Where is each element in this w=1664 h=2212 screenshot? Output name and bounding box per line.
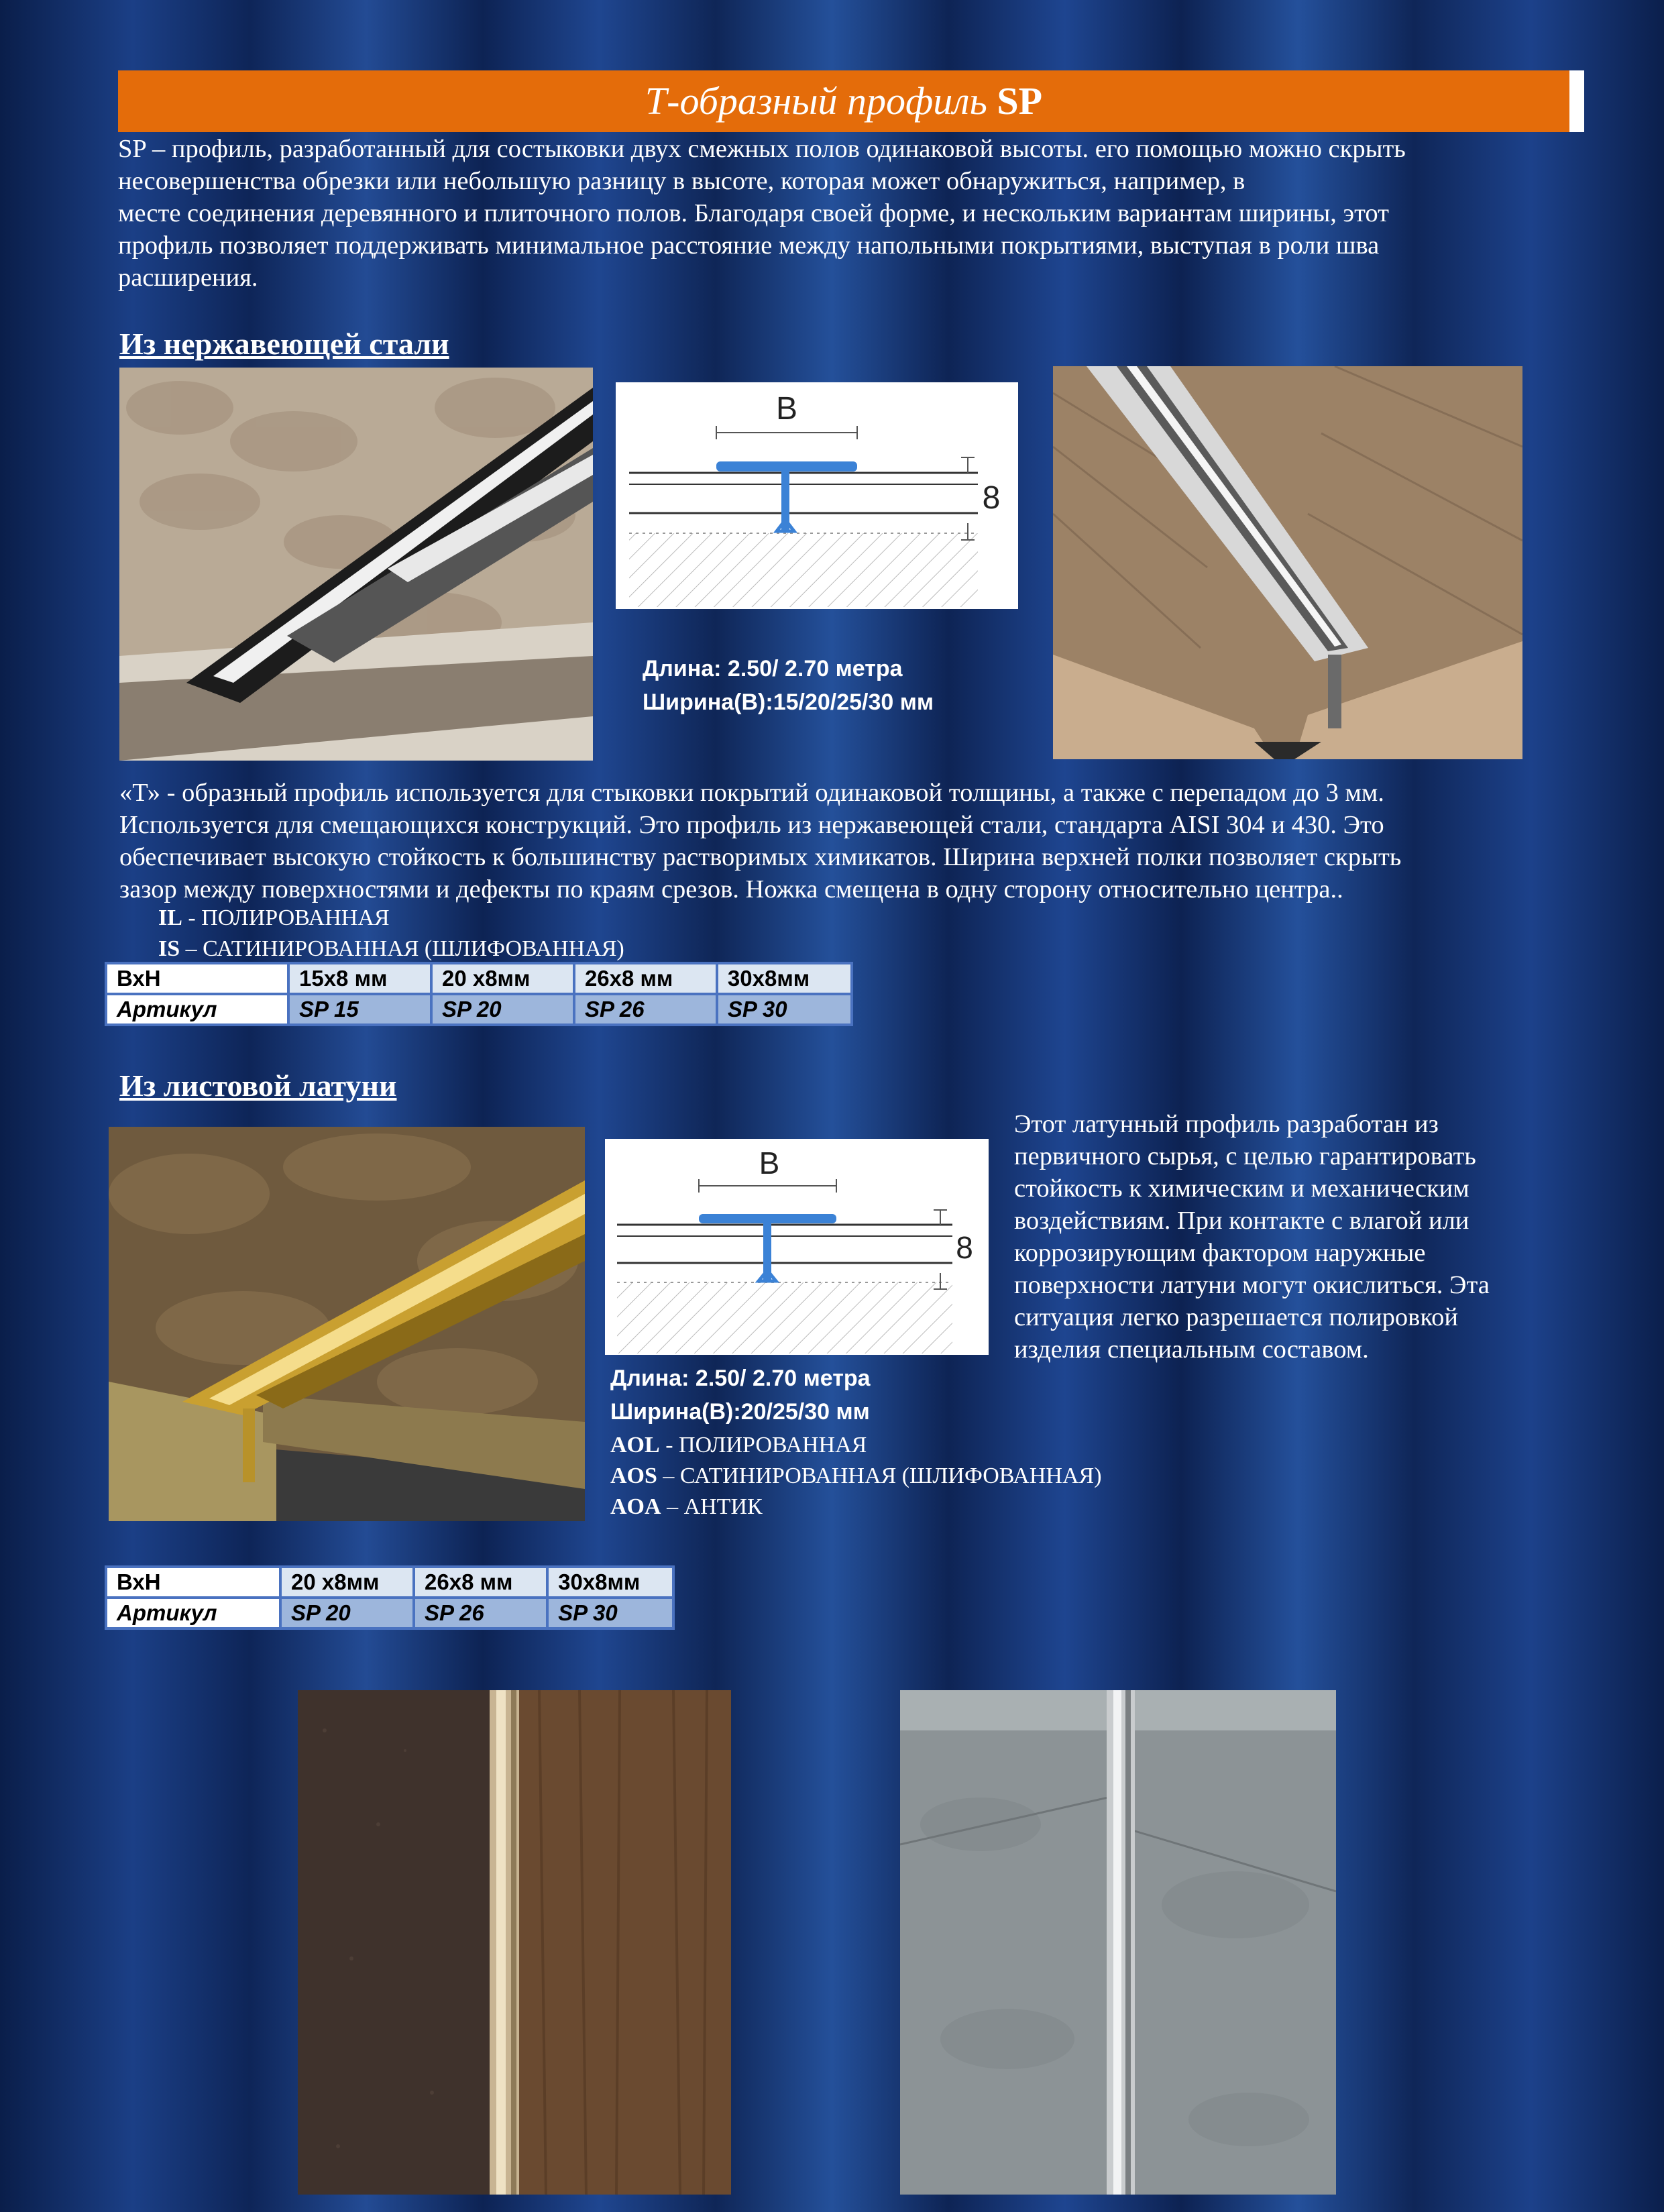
brass-description bbox=[1014, 1108, 1551, 1366]
finish-code-aos: AOS – САТИНИРОВАННАЯ (ШЛИФОВАННАЯ) bbox=[610, 1463, 1102, 1488]
table-cell-article: SP 30 bbox=[547, 1598, 673, 1628]
brass-specs bbox=[610, 1362, 871, 1429]
steel-diagram-height-label: 8 bbox=[982, 480, 1001, 516]
intro-line: SP – профиль, разработанный для состыковки двух смежных полов одинаковой высоты. его помощью можно скрыть bbox=[118, 135, 1406, 163]
table-cell-size: 20 х8мм bbox=[431, 963, 574, 994]
brass-section-heading: Из листовой латуни bbox=[119, 1068, 397, 1103]
brass-diagram-height-label: 8 bbox=[956, 1230, 973, 1265]
steel-description-line: обеспечивает высокую стойкость к большинству растворимых химикатов. Ширина верхней полки позволяет скрыть bbox=[119, 843, 1402, 871]
finish-code-aoa: AOA – АНТИК bbox=[610, 1494, 763, 1519]
page-title: Т-образный профиль SP bbox=[118, 70, 1569, 132]
intro-line: месте соединения деревянного и плиточного полов. Благодаря своей форме, и нескольким вариантам ширины, этот bbox=[118, 199, 1389, 227]
table-cell-size: 30х8мм bbox=[717, 963, 852, 994]
installed-steel-floor-photo bbox=[900, 1690, 1336, 2195]
table-cell-article: SP 20 bbox=[280, 1598, 414, 1628]
table-cell-article: SP 26 bbox=[414, 1598, 547, 1628]
brass-finish-codes bbox=[610, 1430, 1102, 1523]
intro-line: расширения. bbox=[118, 264, 258, 292]
brass-description-line: Этот латунный профиль разработан из bbox=[1014, 1110, 1439, 1138]
table-row-label: Артикул bbox=[106, 1598, 280, 1628]
steel-size-table bbox=[105, 962, 853, 1026]
brass-description-line: воздействиям. При контакте с влагой или bbox=[1014, 1207, 1469, 1235]
steel-specs bbox=[643, 652, 934, 719]
brass-description-line: стойкость к химическим и механическим bbox=[1014, 1174, 1469, 1203]
steel-profile-photo bbox=[119, 368, 593, 761]
steel-description-line: зазор между поверхностями и дефекты по краям срезов. Ножка смещена в одну сторону относительно центра.. bbox=[119, 875, 1343, 903]
steel-length: Длина: 2.50/ 2.70 метра bbox=[643, 656, 903, 681]
steel-description-line: Используется для смещающихся конструкций. Это профиль из нержавеющей стали, стандарта AISI 304 и 430. Это bbox=[119, 811, 1384, 839]
table-cell-article: SP 26 bbox=[574, 994, 717, 1025]
installed-brass-floor-photo bbox=[298, 1690, 731, 2195]
brass-description-line: поверхности латуни могут окислиться. Эта bbox=[1014, 1271, 1490, 1299]
brass-width: Ширина(B):20/25/30 мм bbox=[610, 1399, 870, 1425]
intro-paragraph bbox=[118, 133, 1560, 294]
steel-description bbox=[119, 777, 1561, 905]
steel-installed-photo bbox=[1053, 366, 1522, 759]
finish-code-is: IS – САТИНИРОВАННАЯ (ШЛИФОВАННАЯ) bbox=[158, 936, 624, 961]
table-cell-article: SP 20 bbox=[431, 994, 574, 1025]
brass-profile-diagram bbox=[605, 1139, 989, 1355]
table-cell-size: 26х8 мм bbox=[414, 1567, 547, 1598]
table-cell-article: SP 30 bbox=[717, 994, 852, 1025]
table-cell-article: SP 15 bbox=[288, 994, 431, 1025]
steel-description-line: «Т» - образный профиль используется для стыковки покрытий одинаковой толщины, а также с перепадом до 3 мм. bbox=[119, 779, 1384, 807]
finish-code-il: IL - ПОЛИРОВАННАЯ bbox=[158, 905, 390, 930]
steel-section-heading: Из нержавеющей стали bbox=[119, 327, 449, 361]
finish-code-aol: AOL - ПОЛИРОВАННАЯ bbox=[610, 1433, 867, 1457]
intro-line: несовершенства обрезки или небольшую разницу в высоте, которая может обнаружиться, например, в bbox=[118, 167, 1245, 195]
table-cell-size: 15х8 мм bbox=[288, 963, 431, 994]
brass-profile-photo bbox=[109, 1127, 585, 1521]
intro-line: профиль позволяет поддерживать минимальное расстояние между напольными покрытиями, выступая в роли шва bbox=[118, 231, 1380, 260]
brass-description-line: первичного сырья, с целью гарантировать bbox=[1014, 1142, 1476, 1170]
table-cell-size: 30х8мм bbox=[547, 1567, 673, 1598]
brass-description-line: изделия специальным составом. bbox=[1014, 1335, 1369, 1364]
brass-length: Длина: 2.50/ 2.70 метра bbox=[610, 1366, 871, 1391]
brass-size-table bbox=[105, 1565, 675, 1630]
title-bar-edge bbox=[1569, 70, 1584, 132]
steel-profile-diagram bbox=[616, 382, 1018, 609]
steel-finish-codes bbox=[158, 903, 624, 964]
table-row-label: ВхН bbox=[106, 963, 288, 994]
table-row-label: Артикул bbox=[106, 994, 288, 1025]
table-cell-size: 26х8 мм bbox=[574, 963, 717, 994]
steel-width: Ширина(B):15/20/25/30 мм bbox=[643, 689, 934, 715]
table-row-label: ВхН bbox=[106, 1567, 280, 1598]
brass-description-line: коррозирующим фактором наружные bbox=[1014, 1239, 1426, 1267]
brass-description-line: ситуация легко разрешается полировкой bbox=[1014, 1303, 1458, 1331]
brass-diagram-b-label: B bbox=[759, 1146, 780, 1180]
table-cell-size: 20 х8мм bbox=[280, 1567, 414, 1598]
steel-diagram-b-label: B bbox=[775, 391, 798, 427]
